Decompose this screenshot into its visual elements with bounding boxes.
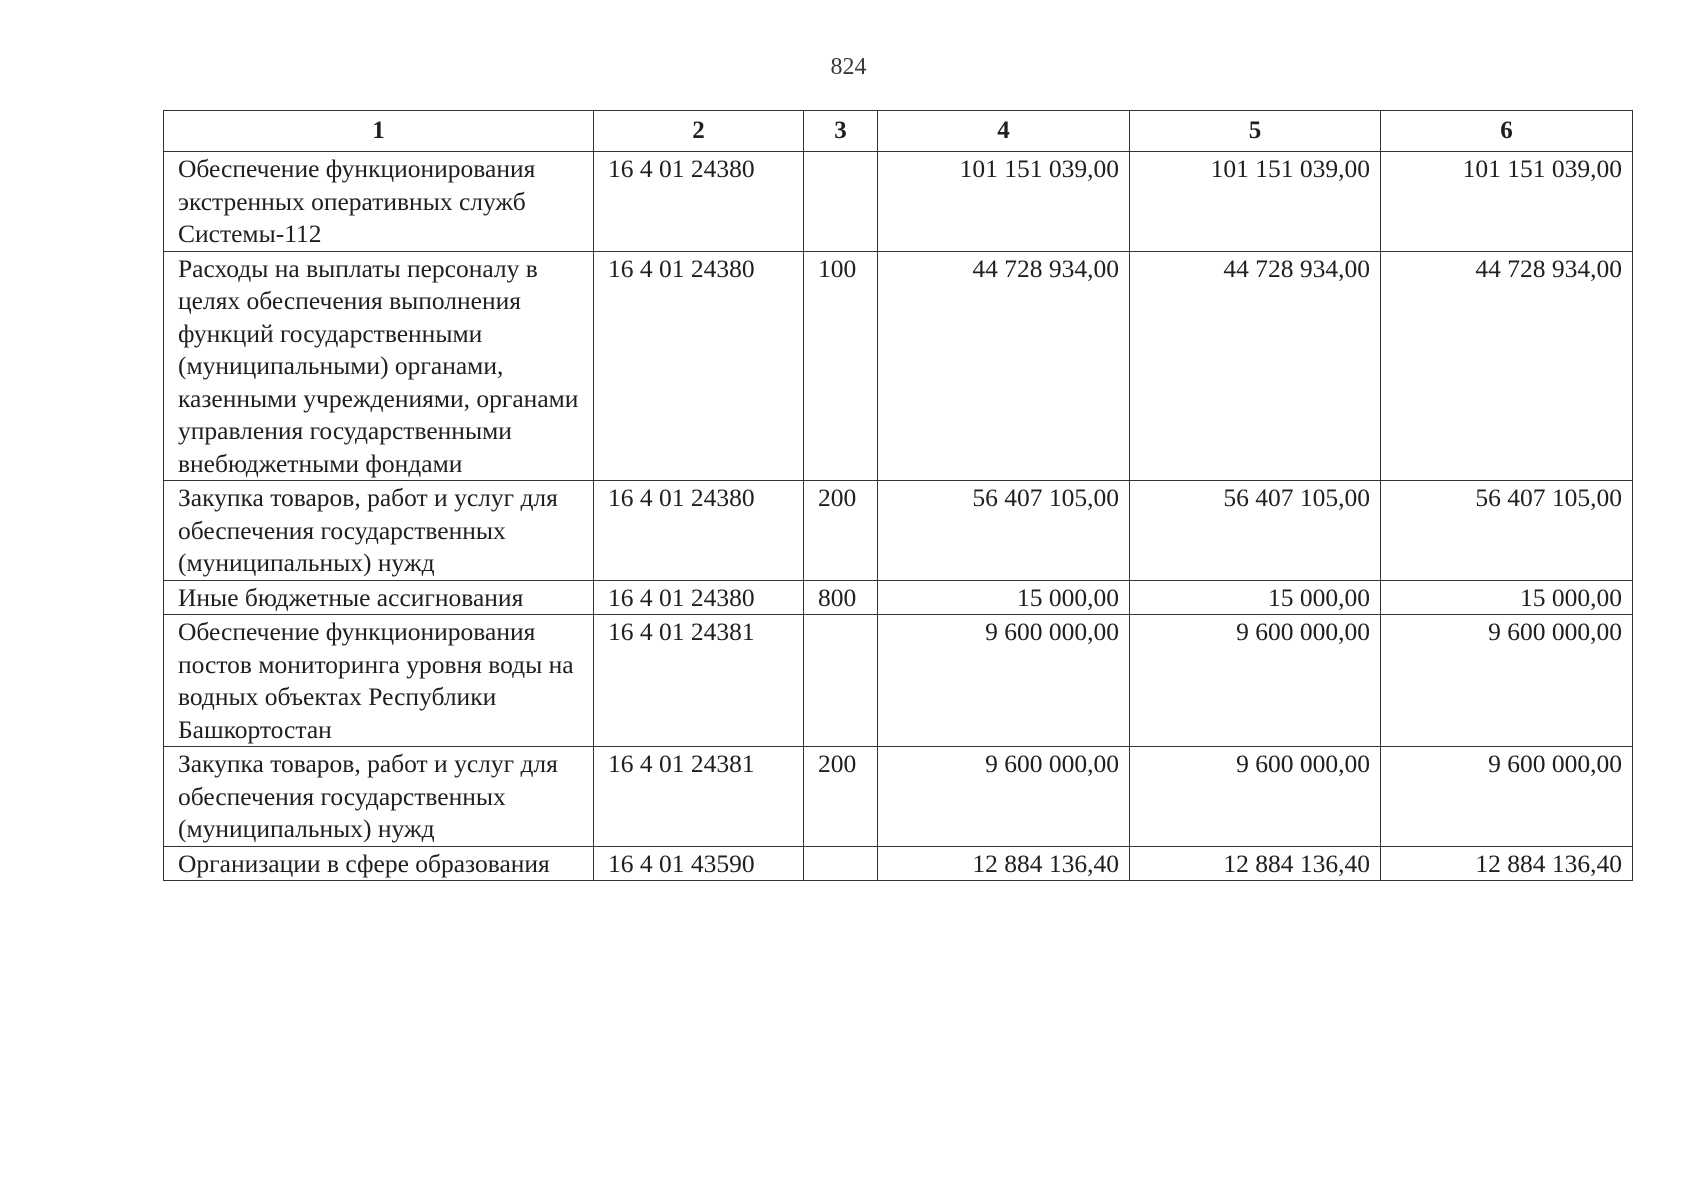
column-header-5: 5 bbox=[1130, 111, 1381, 152]
table-row bbox=[164, 251, 1633, 481]
row-value-4: 12 884 136,40 bbox=[878, 846, 1130, 881]
row-value-5: 12 884 136,40 bbox=[1130, 846, 1381, 881]
row-value-5: 56 407 105,00 bbox=[1130, 481, 1381, 581]
column-header-3: 3 bbox=[804, 111, 878, 152]
table-row bbox=[164, 580, 1633, 615]
row-value-6: 15 000,00 bbox=[1381, 580, 1633, 615]
row-code: 16 4 01 24380 bbox=[594, 580, 804, 615]
row-name: Обеспечение функционирования экстренных оперативных служб Системы-112 bbox=[164, 152, 594, 252]
row-code: 16 4 01 24381 bbox=[594, 747, 804, 847]
page-number: 824 bbox=[830, 54, 867, 80]
row-expense-type: 100 bbox=[804, 251, 878, 481]
table-header-row bbox=[164, 111, 1633, 152]
row-value-6: 44 728 934,00 bbox=[1381, 251, 1633, 481]
row-expense-type bbox=[804, 152, 878, 252]
budget-table bbox=[163, 110, 1633, 881]
table-row bbox=[164, 152, 1633, 252]
row-expense-type bbox=[804, 615, 878, 747]
row-value-6: 9 600 000,00 bbox=[1381, 615, 1633, 747]
row-name: Закупка товаров, работ и услуг для обеспечения государственных (муниципальных) нужд bbox=[164, 747, 594, 847]
row-expense-type: 200 bbox=[804, 747, 878, 847]
row-code: 16 4 01 24380 bbox=[594, 152, 804, 252]
row-code: 16 4 01 24381 bbox=[594, 615, 804, 747]
row-value-6: 101 151 039,00 bbox=[1381, 152, 1633, 252]
row-value-4: 44 728 934,00 bbox=[878, 251, 1130, 481]
table-row bbox=[164, 846, 1633, 881]
row-name: Обеспечение функционирования постов мониторинга уровня воды на водных объектах Республики Башкортостан bbox=[164, 615, 594, 747]
row-value-5: 15 000,00 bbox=[1130, 580, 1381, 615]
row-value-4: 15 000,00 bbox=[878, 580, 1130, 615]
row-name: Организации в сфере образования bbox=[164, 846, 594, 881]
row-value-5: 9 600 000,00 bbox=[1130, 747, 1381, 847]
column-header-2: 2 bbox=[594, 111, 804, 152]
column-header-4: 4 bbox=[878, 111, 1130, 152]
row-value-5: 101 151 039,00 bbox=[1130, 152, 1381, 252]
row-name: Закупка товаров, работ и услуг для обеспечения государственных (муниципальных) нужд bbox=[164, 481, 594, 581]
table-row bbox=[164, 481, 1633, 581]
row-name: Иные бюджетные ассигнования bbox=[164, 580, 594, 615]
column-header-6: 6 bbox=[1381, 111, 1633, 152]
row-value-5: 9 600 000,00 bbox=[1130, 615, 1381, 747]
row-expense-type bbox=[804, 846, 878, 881]
row-name: Расходы на выплаты персоналу в целях обеспечения выполнения функций государственными (муниципальными) органами, казенными учреждениями, органами управления государственными внебюджетными фондами bbox=[164, 251, 594, 481]
table-row bbox=[164, 615, 1633, 747]
row-value-4: 56 407 105,00 bbox=[878, 481, 1130, 581]
row-expense-type: 200 bbox=[804, 481, 878, 581]
row-value-6: 56 407 105,00 bbox=[1381, 481, 1633, 581]
column-header-1: 1 bbox=[164, 111, 594, 152]
row-code: 16 4 01 24380 bbox=[594, 481, 804, 581]
row-value-5: 44 728 934,00 bbox=[1130, 251, 1381, 481]
row-value-4: 9 600 000,00 bbox=[878, 747, 1130, 847]
row-value-6: 12 884 136,40 bbox=[1381, 846, 1633, 881]
row-code: 16 4 01 43590 bbox=[594, 846, 804, 881]
row-value-4: 9 600 000,00 bbox=[878, 615, 1130, 747]
row-value-6: 9 600 000,00 bbox=[1381, 747, 1633, 847]
row-expense-type: 800 bbox=[804, 580, 878, 615]
row-code: 16 4 01 24380 bbox=[594, 251, 804, 481]
row-value-4: 101 151 039,00 bbox=[878, 152, 1130, 252]
table-row bbox=[164, 747, 1633, 847]
